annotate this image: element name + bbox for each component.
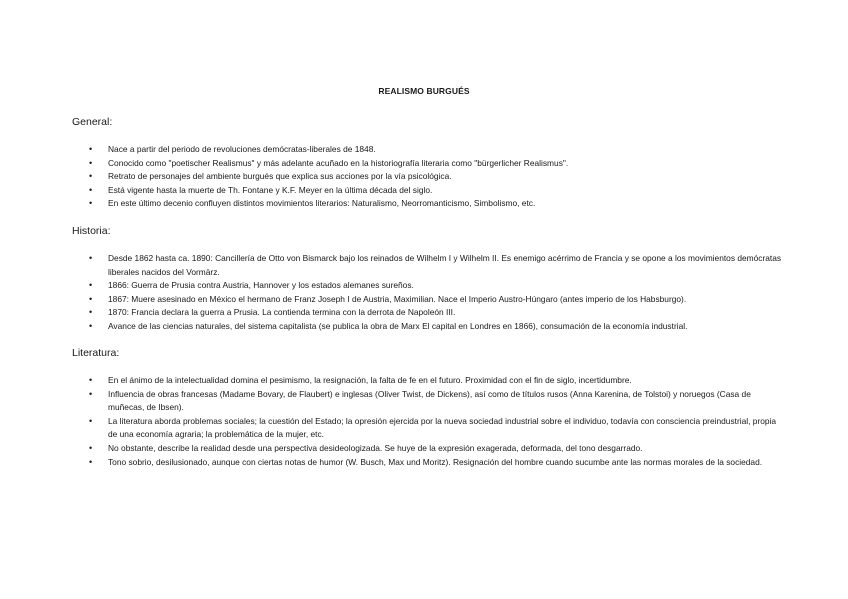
list-item: • En el ánimo de la intelectualidad domina el pesimismo, la resignación, la falta de fe en el futuro. Proximidad con el fin de siglo, incertidumbre. <box>72 374 782 388</box>
list-item: • En este último decenio confluyen distintos movimientos literarios: Naturalismo, Neorromanticismo, Simbolismo, etc. <box>72 197 782 211</box>
bullet-list <box>72 252 782 334</box>
list-item: • 1867: Muere asesinado en México el hermano de Franz Joseph I de Austria, Maximilian. Nace el Imperio Austro-Húngaro (antes imperio de los Habsburgo). <box>72 293 782 307</box>
section-heading: General: <box>72 116 113 128</box>
list-item: • Nace a partir del periodo de revoluciones demócratas-liberales de 1848. <box>72 143 782 157</box>
list-item: • 1870: Francia declara la guerra a Prusia. La contienda termina con la derrota de Napoleón III. <box>72 306 782 320</box>
list-item: • Retrato de personajes del ambiente burgués que explica sus acciones por la vía psicológica. <box>72 170 782 184</box>
section-historia <box>72 225 782 334</box>
list-item: • Tono sobrio, desilusionado, aunque con ciertas notas de humor (W. Busch, Max und Moritz). Resignación del hombre cuando sucumbe ante las normas morales de la sociedad. <box>72 456 782 470</box>
list-item: • Conocido como "poetischer Realismus" y más adelante acuñado en la historiografía literaria como "bürgerlicher Realismus". <box>72 157 782 171</box>
list-item: • 1866: Guerra de Prusia contra Austria, Hannover y los estados alemanes sureños. <box>72 279 782 293</box>
section-literatura <box>72 347 782 469</box>
list-item: • No obstante, describe la realidad desde una perspectiva desideologizada. Se huye de la expresión exagerada, deformada, del tono desgarrado. <box>72 442 782 456</box>
list-item: • Avance de las ciencias naturales, del sistema capitalista (se publica la obra de Marx El capital en Londres en 1866), consumación de la economía industrial. <box>72 320 782 334</box>
bullet-list <box>72 143 782 211</box>
list-item: • Desde 1862 hasta ca. 1890: Cancillería de Otto von Bismarck bajo los reinados de Wilhelm I y Wilhelm II. Es enemigo acérrimo de Francia y se opone a los movimientos demócratas liberales nacidos del Vormärz. <box>72 252 782 279</box>
section-heading: Historia: <box>72 225 111 237</box>
section-heading: Literatura: <box>72 347 120 359</box>
bullet-list <box>72 374 782 469</box>
list-item: • Influencia de obras francesas (Madame Bovary, de Flaubert) e inglesas (Oliver Twist, de Dickens), así como de títulos rusos (Anna Karenina, de Tolstoi) y noruegos (Casa de muñecas, de Ibsen). <box>72 388 782 415</box>
section-general <box>72 116 782 211</box>
list-item: • La literatura aborda problemas sociales; la cuestión del Estado; la opresión ejercida por la nueva sociedad industrial sobre el individuo, todavía con consciencia preindustrial, propia de una economía agraria; la problemática de la mujer, etc. <box>72 415 782 442</box>
list-item: • Está vigente hasta la muerte de Th. Fontane y K.F. Meyer en la última década del siglo. <box>72 184 782 198</box>
document-title: REALISMO BURGUÉS <box>378 86 470 96</box>
